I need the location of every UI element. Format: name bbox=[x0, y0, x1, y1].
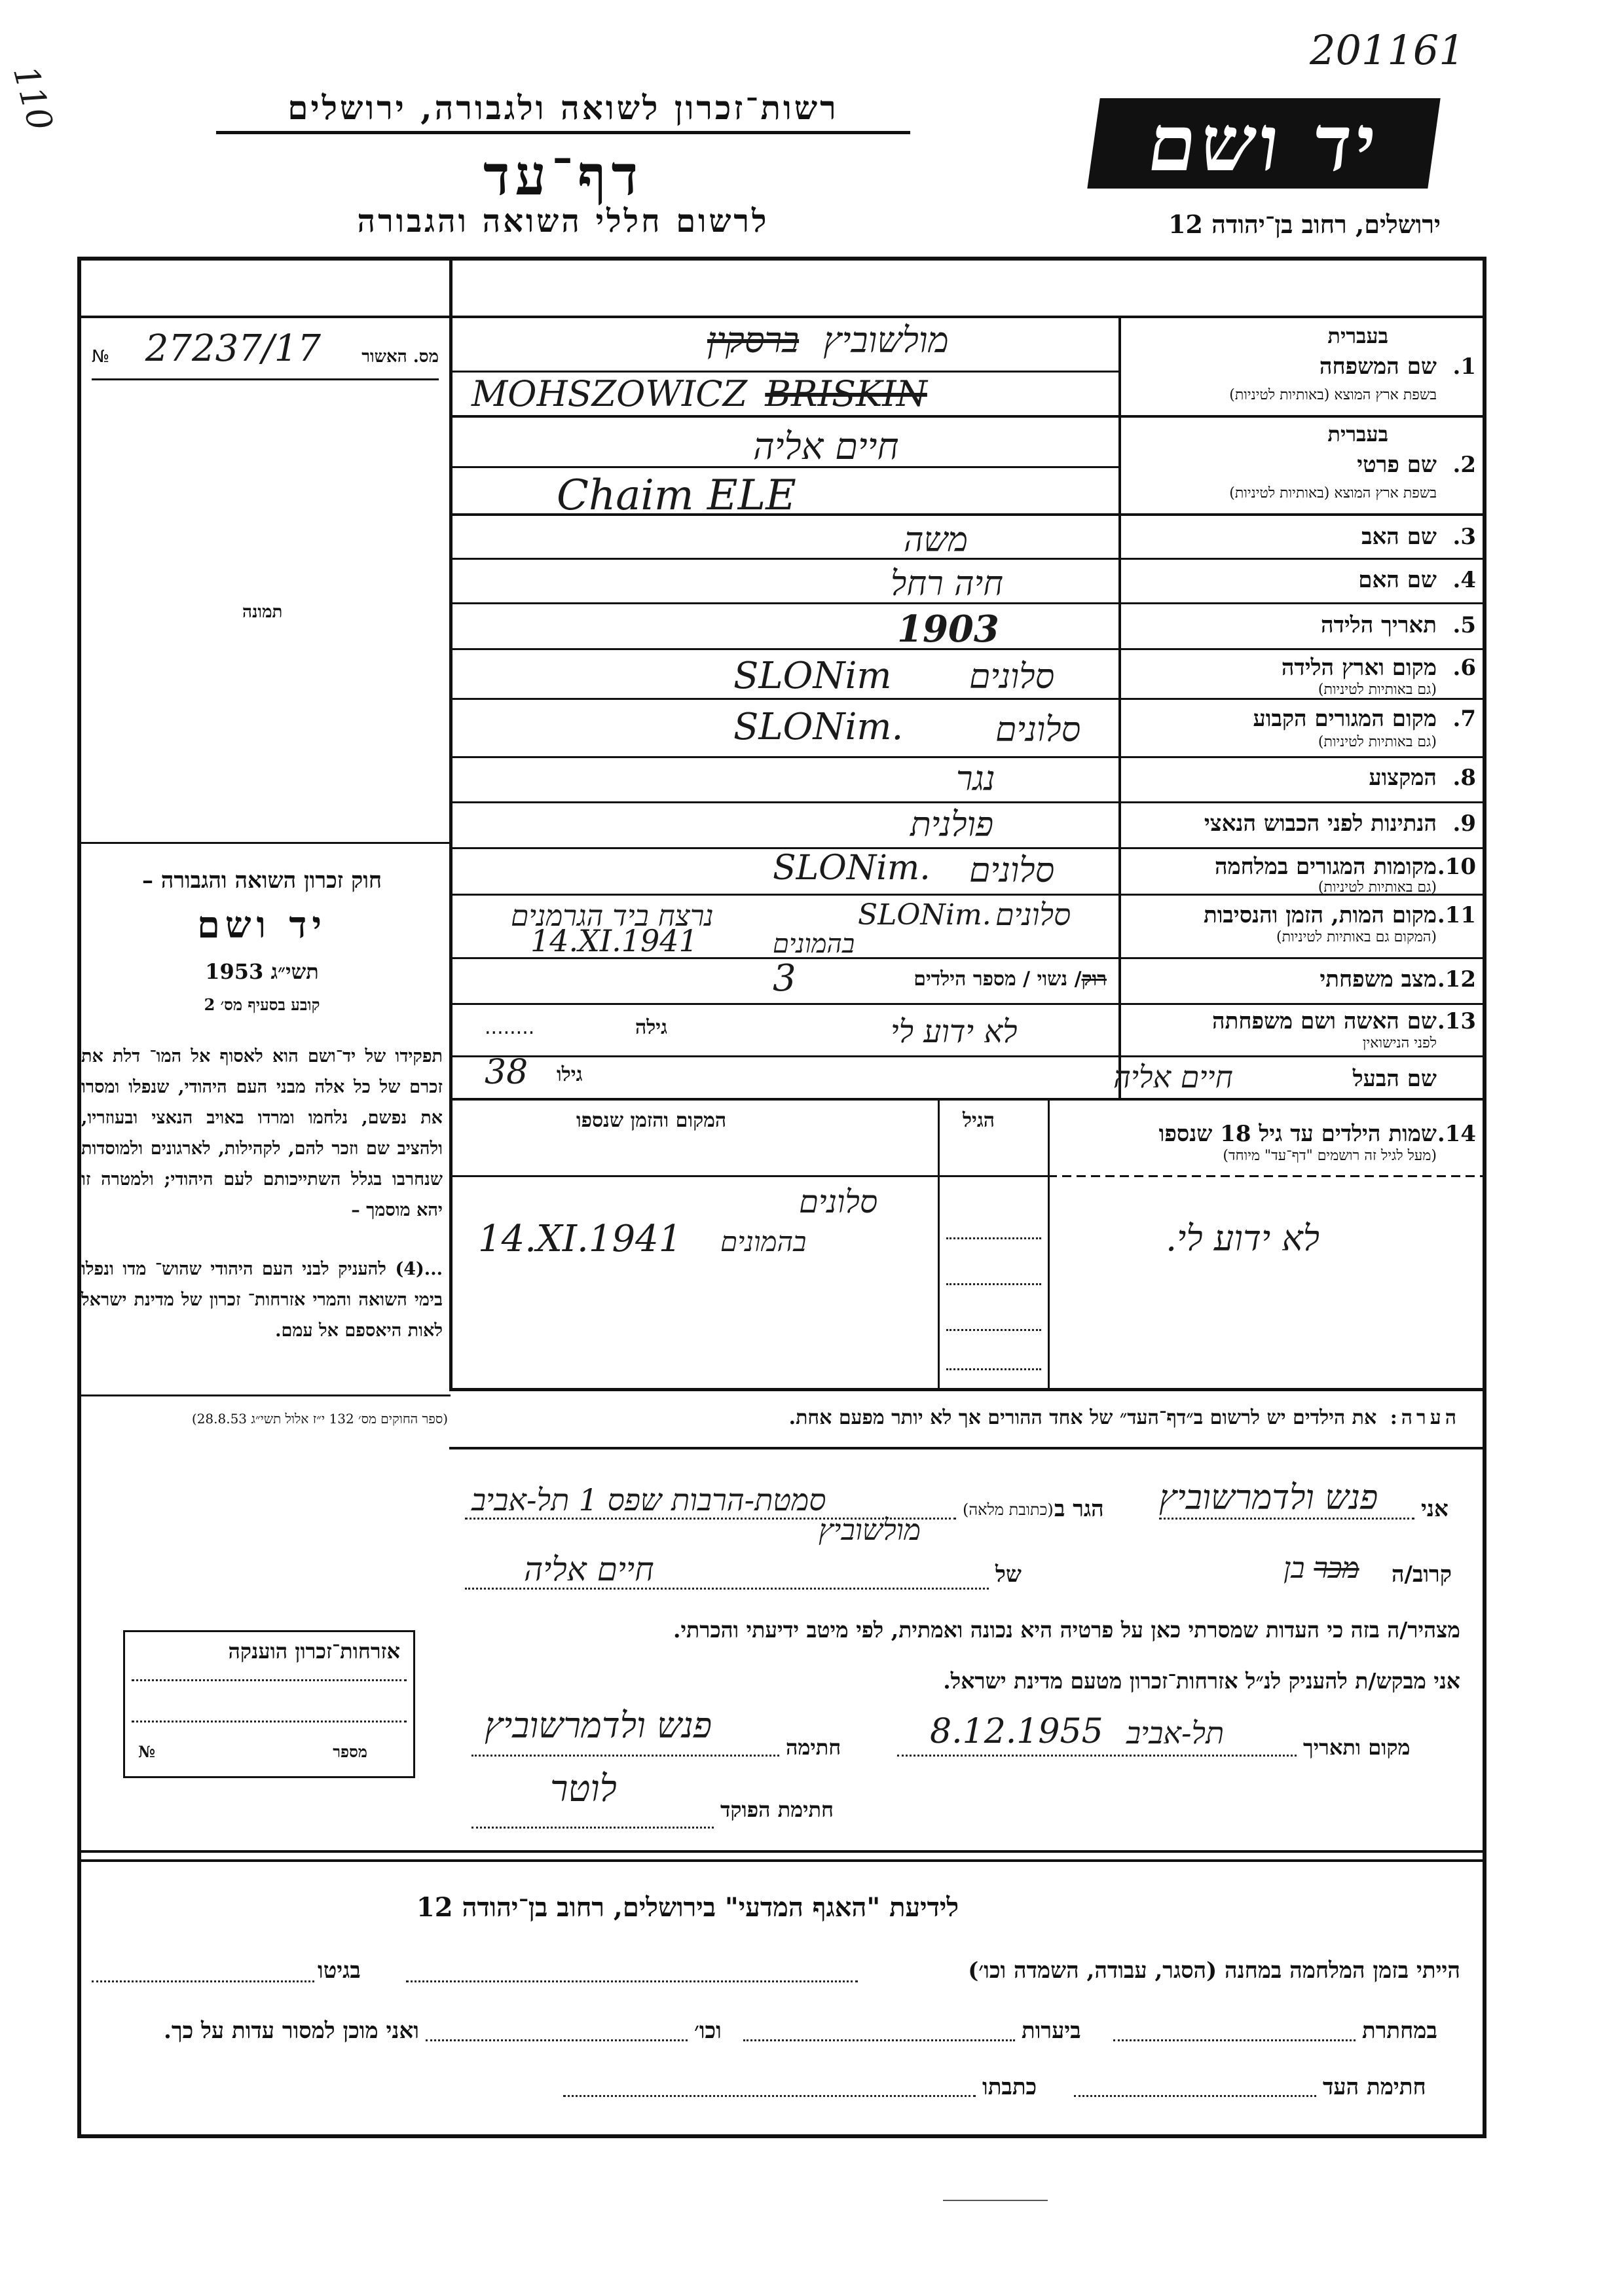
decl-officer-label: חתימת הפוקד bbox=[720, 1797, 834, 1822]
f10-label: מקומות המגורים במלחמה bbox=[1214, 854, 1437, 880]
f2-number: 2. bbox=[1452, 452, 1476, 478]
f1-number: 1. bbox=[1452, 354, 1476, 380]
left-column-divider bbox=[449, 257, 452, 1391]
form-subtitle: לרשום חללי השואה והגבורה bbox=[357, 203, 769, 240]
decl-place-date-label: מקום ותאריך bbox=[1303, 1735, 1411, 1760]
label-column-divider bbox=[1118, 316, 1121, 1098]
f14-child-place: סלונים bbox=[799, 1184, 878, 1220]
bottom-line1-end: בגיטו bbox=[318, 1958, 361, 1984]
f12-value: רוק/ נשוי / מספר הילדים bbox=[913, 968, 1107, 991]
f14-dotted-row bbox=[946, 1237, 1041, 1239]
f10-hebrew-value: סלונים bbox=[969, 851, 1055, 890]
approval-number-row: מס. האשור 27237/17 № bbox=[92, 327, 439, 370]
row-sep bbox=[449, 847, 1483, 849]
bottom-line1-dots-b bbox=[92, 1980, 314, 1982]
f14-dotted-row bbox=[946, 1368, 1041, 1370]
f14-dotted-row bbox=[946, 1283, 1041, 1285]
top-strip-line bbox=[77, 316, 1483, 318]
law-source: (ספר החוקים מס׳ 132 י״ז אלול תשי״ג 28.8.53) bbox=[191, 1411, 448, 1427]
f13b-label: שם הבעל bbox=[1352, 1066, 1437, 1092]
f7-label: מקום המגורים הקבוע bbox=[1253, 706, 1437, 732]
header-address: ירושלים, רחוב בן־יהודה 12 bbox=[1168, 210, 1441, 239]
form-title: דף־עד bbox=[483, 143, 643, 208]
f14-age-col: הגיל bbox=[963, 1109, 995, 1132]
f11-hebrew-value: סלונים bbox=[995, 897, 1071, 932]
f4-number: 4. bbox=[1452, 567, 1476, 593]
f14-label: שמות הילדים עד גיל 18 שנספו bbox=[1158, 1121, 1437, 1147]
f11-number: 11. bbox=[1437, 902, 1476, 928]
decl-address-value: סמטת-הרבות שפס 1 תל-אביב bbox=[471, 1482, 826, 1518]
decl-date-dots bbox=[897, 1755, 1297, 1757]
bottom-line2-c: וכו׳ bbox=[694, 2018, 722, 2044]
f14-header-sep-right bbox=[1048, 1175, 1483, 1177]
f14-col-divider bbox=[1048, 1101, 1050, 1389]
f10-sublabel: (גם באותיות לטיניות) bbox=[1318, 879, 1437, 896]
f1-latin-value: MOHSZOWICZ BRISKIN bbox=[471, 373, 927, 414]
bottom-scan-mark bbox=[943, 2200, 1048, 2201]
bottom-line1-text: הייתי בזמן המלחמה במחנה (הסגר, עבודה, השמדה וכו׳) bbox=[968, 1958, 1460, 1984]
bottom-line3-dots-b bbox=[563, 2095, 976, 2097]
decl-date-value: 8.12.1955 bbox=[930, 1712, 1103, 1751]
decl-address-hint: (כתובת מלאה) bbox=[963, 1501, 1054, 1519]
row-sep bbox=[449, 415, 1483, 418]
f14-col-divider bbox=[938, 1101, 940, 1389]
f10-latin-value: SLONim. bbox=[773, 848, 931, 888]
decl-officer-signature: לוטר bbox=[550, 1768, 617, 1810]
bottom-line2-d: ואני מוכן למסור עדות על כך. bbox=[164, 2018, 419, 2044]
f11-sublabel: (המקום גם באותיות לטיניות) bbox=[1276, 929, 1437, 945]
f8-number: 8. bbox=[1452, 765, 1476, 791]
f14-place-col: המקום והזמן שנספו bbox=[576, 1109, 727, 1132]
bottom-line2-b: ביערות bbox=[1022, 2018, 1081, 2044]
f12-children-count: 3 bbox=[773, 957, 796, 1000]
f8-value: נגר bbox=[956, 759, 995, 799]
f14-number: 14. bbox=[1437, 1121, 1476, 1147]
remark: הערה: את הילדים יש לרשום ב״דף־העד״ של אחד ההורים אך לא יותר מפעם אחת. bbox=[788, 1406, 1460, 1429]
f5-label: תאריך הלידה bbox=[1320, 612, 1437, 638]
f7-latin-value: SLONim. bbox=[733, 706, 904, 748]
bottom-line2-dots-c bbox=[426, 2039, 688, 2041]
yad-vashem-logo: יד ושם bbox=[1087, 98, 1440, 189]
f13-age-label: גילה bbox=[635, 1016, 668, 1039]
photo-box-bottom bbox=[77, 842, 451, 844]
header-underline bbox=[216, 131, 910, 134]
decl-statement-2: אני מבקש/ת להעניק לנ״ל אזרחות־זכרון מטעם מדינת ישראל. bbox=[943, 1668, 1460, 1694]
law-text-1: תפקידו של יד־ושם הוא לאסוף אל המו־ דלת את זכרם של כל אלה מבני העם היהודי, שנפלו ומסרו את נפשם, נלחמו ומרדו באויב הנאצי ובעוזריו, ולהציב שם וזכר להם, לקהילות, לארגונים ולמוסדות שנחרבו בגלל השתייכותם לעם היהודי; ולמטרה זו יהא מוסמך – bbox=[81, 1046, 443, 1220]
decl-relative-of-value: חיים אליה bbox=[524, 1550, 654, 1588]
f5-value: 1903 bbox=[897, 608, 999, 651]
decl-relation-value: מכר בן bbox=[1283, 1552, 1359, 1585]
approval-underline bbox=[92, 378, 439, 380]
decl-signature-dots bbox=[471, 1755, 779, 1757]
f2-heb-tag: בעברית bbox=[1327, 422, 1388, 446]
decl-officer-dots bbox=[471, 1827, 714, 1829]
decl-place-value: תל-אביב bbox=[1126, 1715, 1225, 1751]
f9-value: פולנית bbox=[910, 805, 994, 845]
decl-relative-dots bbox=[465, 1588, 989, 1590]
f13-label: שם האשה ושם משפחתה bbox=[1212, 1008, 1437, 1034]
archive-number: 201161 bbox=[1310, 26, 1465, 74]
remark-top-line bbox=[449, 1388, 1483, 1391]
margin-note: 110 bbox=[5, 62, 60, 135]
law-name: יד ושם bbox=[196, 903, 327, 947]
f1-sublabel: בשפת ארץ המוצא (באותיות לטיניות) bbox=[1229, 387, 1437, 403]
f9-number: 9. bbox=[1452, 811, 1476, 837]
f13b-age-label: גילו bbox=[557, 1063, 583, 1086]
f10-number: 10. bbox=[1437, 854, 1476, 880]
decl-signature-value: פנש ולדמרשוביץ bbox=[485, 1705, 712, 1746]
left-source-line bbox=[77, 1394, 451, 1396]
f13-number: 13. bbox=[1437, 1008, 1476, 1034]
f14-dotted-row bbox=[946, 1329, 1041, 1331]
bottom-double-line-2 bbox=[77, 1859, 1483, 1862]
bottom-line2-dots-a bbox=[1113, 2039, 1356, 2041]
f14-header-sep bbox=[449, 1175, 1048, 1177]
decl-relative-label: קרוב/ה bbox=[1392, 1561, 1452, 1588]
f1-heb-tag: בעברית bbox=[1327, 323, 1388, 348]
row-sep bbox=[449, 1055, 1483, 1057]
decl-signature-label: חתימה bbox=[786, 1735, 841, 1760]
bottom-double-line-1 bbox=[77, 1850, 1483, 1853]
bottom-line3-dots-a bbox=[1074, 2095, 1316, 2097]
row-sep bbox=[449, 1098, 1483, 1101]
law-clause: קובע בסעיף מס׳ 2 bbox=[204, 995, 320, 1014]
bottom-line2-dots-b bbox=[743, 2039, 1015, 2041]
f1-label: שם המשפחה bbox=[1319, 354, 1437, 380]
f11-label: מקום המות, הזמן והנסיבות bbox=[1203, 902, 1437, 928]
f6-sublabel: (גם באותיות לטיניות) bbox=[1318, 682, 1437, 698]
citizenship-box: אזרחות־זכרון הוענקה מספר № bbox=[123, 1630, 415, 1778]
f7-number: 7. bbox=[1452, 706, 1476, 732]
f3-label: שם האב bbox=[1361, 524, 1437, 550]
f2-label: שם פרטי bbox=[1357, 452, 1437, 478]
row-sep bbox=[449, 371, 1120, 373]
f3-value: משה bbox=[904, 520, 969, 560]
f13-age-dots: ........ bbox=[485, 1016, 535, 1039]
decl-i-label: אני bbox=[1421, 1496, 1449, 1522]
f12-label: מצב משפחתי bbox=[1320, 966, 1437, 993]
f9-label: הנתינות לפני הכבוש הנאצי bbox=[1204, 811, 1437, 837]
f1-hebrew-value: מולשוביץ ברסקין bbox=[707, 319, 949, 361]
f4-value: חיה רחל bbox=[891, 564, 1004, 604]
bottom-line3-b: כתבתו bbox=[982, 2074, 1037, 2100]
decl-relative-surname: מולשוביץ bbox=[819, 1514, 921, 1547]
f3-number: 3. bbox=[1452, 524, 1476, 550]
f11-date: 14.XI.1941 bbox=[530, 923, 698, 958]
row-sep bbox=[449, 1003, 1483, 1005]
f12-number: 12. bbox=[1437, 966, 1476, 993]
f14-sublabel: (מעל לגיל זה רושמים "דף־עד" מיוחד) bbox=[1223, 1148, 1437, 1164]
decl-declarant-name: פנש ולדמרשוביץ bbox=[1159, 1478, 1378, 1518]
f6-label: מקום וארץ הלידה bbox=[1281, 655, 1437, 681]
decl-resides-label: הגר ב bbox=[1054, 1496, 1104, 1522]
f14-child-date: 14.XI.1941 bbox=[478, 1218, 682, 1260]
f7-hebrew-value: סלונים bbox=[995, 710, 1081, 750]
f14-child-note: בהמונים bbox=[720, 1226, 807, 1258]
f13-value: לא ידוע לי bbox=[891, 1013, 1018, 1050]
f13-sublabel: לפני הנישואין bbox=[1362, 1035, 1437, 1051]
law-title: חוק זכרון השואה והגבורה – bbox=[141, 867, 382, 894]
row-sep bbox=[449, 698, 1483, 700]
f7-sublabel: (גם באותיות לטיניות) bbox=[1318, 734, 1437, 750]
bottom-line2-a: במחתרת bbox=[1362, 2018, 1437, 2044]
f8-label: המקצוע bbox=[1369, 765, 1437, 791]
f2-sublabel: בשפת ארץ המוצא (באותיות לטיניות) bbox=[1229, 485, 1437, 501]
remark-bottom-line bbox=[449, 1447, 1483, 1449]
bottom-line3-a: חתימת העד bbox=[1323, 2074, 1426, 2100]
bottom-line1-dots-a bbox=[406, 1980, 858, 1982]
approval-number: 27237/17 bbox=[145, 327, 321, 370]
decl-name-dots bbox=[1159, 1518, 1414, 1520]
f14-child-name: לא ידוע לי. bbox=[1166, 1218, 1320, 1259]
law-year: תשי״ג 1953 bbox=[205, 959, 319, 984]
f2-latin-value: Chaim ELE bbox=[557, 471, 796, 520]
f6-latin-value: SLONim bbox=[733, 655, 892, 697]
f13b-value: חיים אליה bbox=[1113, 1059, 1233, 1095]
f11-date-note: בהמונים bbox=[773, 929, 855, 959]
decl-of-label: של bbox=[995, 1561, 1022, 1588]
f5-number: 5. bbox=[1452, 612, 1476, 638]
f13b-age-value: 38 bbox=[485, 1053, 528, 1092]
law-text-2: ...(4) להעניק לבני העם היהודי שהוש־ מדו ונפלו בימי השואה והמרי אזרחות־ זכרון של מדינת ישראל לאות היאספם אל עמם. bbox=[81, 1259, 443, 1341]
decl-statement-1: מצהיר/ה בזה כי העדות שמסרתי כאן על פרטיה היא נכונה ואמתית, לפי מיטב ידיעתי והכרתי. bbox=[673, 1617, 1460, 1643]
photo-label: תמונה bbox=[242, 602, 283, 622]
f6-number: 6. bbox=[1452, 655, 1476, 681]
f11-circumstance: נרצח ביד הגרמנים bbox=[511, 900, 714, 933]
f6-hebrew-value: סלונים bbox=[969, 657, 1055, 697]
f4-label: שם האם bbox=[1358, 567, 1437, 593]
authority-name: רשות־זכרון לשואה ולגבורה, ירושלים bbox=[287, 88, 839, 127]
bottom-title: לידיעת "האגף המדעי" בירושלים, רחוב בן־יהודה 12 bbox=[416, 1892, 959, 1923]
row-sep bbox=[449, 756, 1483, 758]
f11-latin-value: SLONim. bbox=[858, 898, 991, 932]
row-sep bbox=[449, 801, 1483, 803]
f2-hebrew-value: חיים אליה bbox=[753, 426, 899, 468]
